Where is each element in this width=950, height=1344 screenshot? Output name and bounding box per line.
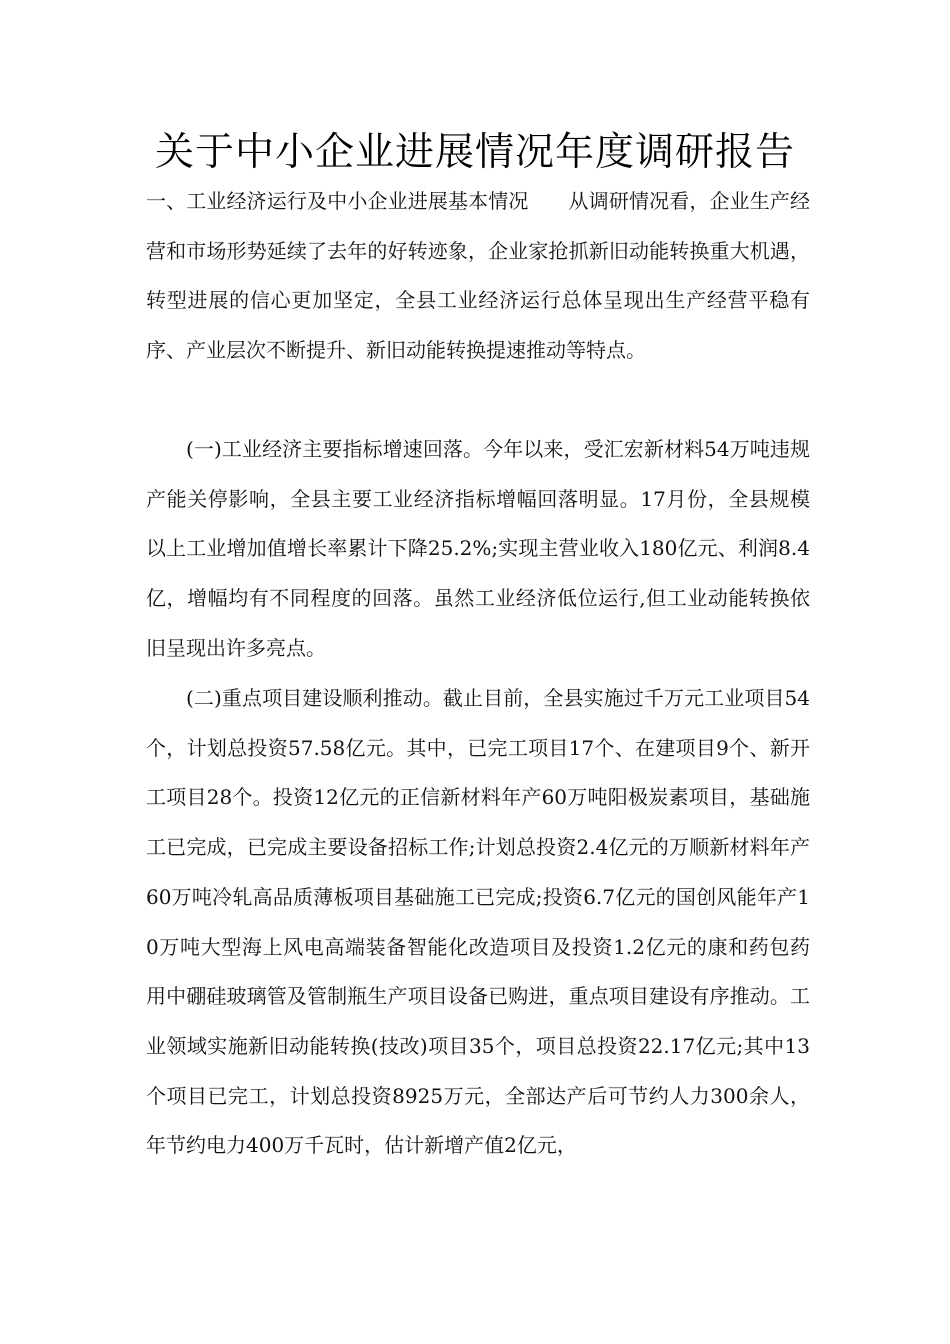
paragraph-3 xyxy=(146,674,810,1171)
paragraph-1-text: 从调研情况看，企业生产经营和市场形势延续了去年的好转迹象，企业家抢抓新旧动能转换重大机遇，转型进展的信心更加坚定，全县工业经济运行总体呈现出生产经营平稳有序、产业层次不断提升、新旧动能转换提速推动等特点。 xyxy=(146,189,811,363)
paragraph-3-text: (二)重点项目建设顺利推动。截止目前，全县实施过千万元工业项目54个，计划总投资57.58亿元。其中，已完工项目17个、在建项目9个、新开工项目28个。投资12亿元的正信新材料年产60万吨阳极炭素项目，基础施工已完成，已完成主要设备招标工作;计划总投资2.4亿元的万顺新材料年产60万吨冷轧高品质薄板项目基础施工已完成;投资6.7亿元的国创风能年产10万吨大型海上风电高端装备智能化改造项目及投资1.2亿元的康和药包药用中硼硅玻璃管及管制瓶生产项目设备已购进，重点项目建设有序推动。工业领域实施新旧动能转换(技改)项目35个，项目总投资22.17亿元;其中13个项目已完工，计划总投资8925万元，全部达产后可节约人力300余人，年节约电力400万千瓦时，估计新增产值2亿元， xyxy=(146,686,810,1158)
paragraph-1 xyxy=(146,177,810,376)
section-heading-1: 一、工业经济运行及中小企业进展基本情况 xyxy=(146,189,529,213)
paragraph-2 xyxy=(146,425,810,674)
paragraph-2-text: (一)工业经济主要指标增速回落。今年以来，受汇宏新材料54万吨违规产能关停影响，全县主要工业经济指标增幅回落明显。17月份，全县规模以上工业增加值增长率累计下降25.2%;实现主营业收入180亿元、利润8.4亿，增幅均有不同程度的回落。虽然工业经济低位运行,但工业动能转换依旧呈现出许多亮点。 xyxy=(146,437,810,660)
document-title: 关于中小企业进展情况年度调研报告 xyxy=(154,130,795,175)
